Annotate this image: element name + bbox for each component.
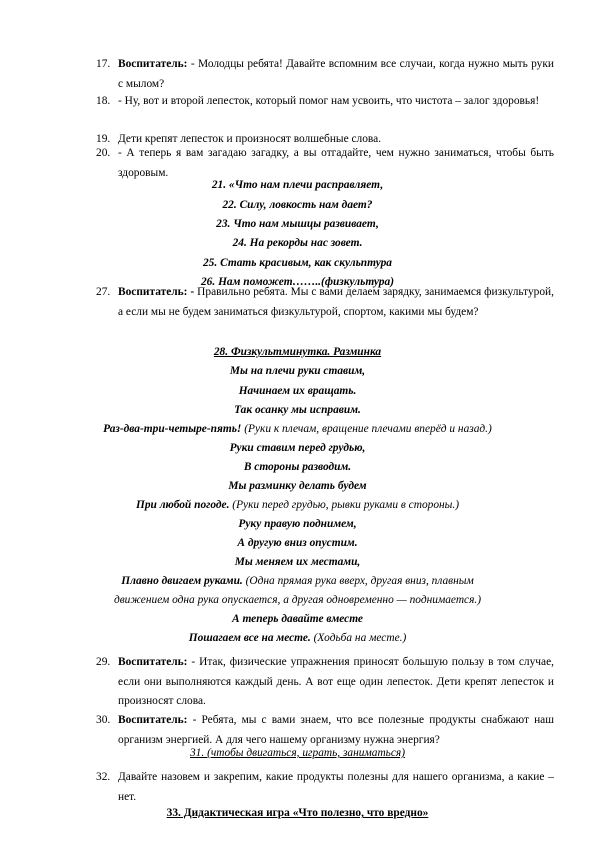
speaker-label: Воспитатель:: [118, 656, 188, 668]
exercise-line: А теперь давайте вместе: [232, 613, 363, 625]
item-text: - А теперь я вам загадаю загадку, а вы отгадайте, чем нужно заниматься, чтобы быть здоровым.: [118, 147, 554, 179]
item-number: 18.: [96, 95, 111, 107]
game-heading: 33. Дидактическая игра «Что полезно, что вредно»: [166, 807, 429, 819]
item-number: 17.: [96, 58, 111, 70]
exercise-line: Мы меняем их местами,: [234, 556, 361, 568]
exercise-line: Плавно двигаем руками. (Одна прямая рука вверх, другая вниз, плавным: [121, 575, 474, 587]
exercise-line: А другую вниз опустим.: [237, 537, 358, 549]
list-item-29: [96, 653, 554, 712]
speaker-label: Воспитатель:: [118, 714, 188, 726]
item-text: Дети крепят лепесток и произносят волшебные слова.: [118, 133, 382, 145]
item-text: - Молодцы ребята! Давайте вспомним все случаи, когда нужно мыть руки с мылом?: [118, 58, 554, 90]
item-text: - Итак, физические упражнения приносят большую пользу в том случае, если они выполняются каждый день. А вот еще один лепесток. Дети крепят лепесток и произносят слова.: [118, 656, 554, 708]
riddle-line-22: 22. Силу, ловкость нам дает?: [222, 199, 373, 211]
item-number: 19.: [96, 133, 111, 145]
riddle-line-25: 25. Стать красивым, как скульптура: [202, 257, 392, 269]
item-text: Правильно ребята. Мы с вами делаем зарядку, занимаемся физкультурой, а если мы не будем заниматься физкультурой, спортом, какими мы будем?: [118, 286, 554, 318]
exercise-line: Пошагаем все на месте. (Ходьба на месте.): [188, 632, 407, 644]
exercise-line: движением одна рука опускается, а другая одновременно — поднимается.): [113, 594, 482, 606]
answer-31: 31. (чтобы двигаться, играть, заниматься): [189, 747, 405, 759]
list-item-17: [96, 55, 554, 94]
speaker-label: Воспитатель:: [118, 58, 188, 70]
item-number: 29.: [96, 656, 111, 668]
exercise-heading: 28. Физкультминутка. Разминка: [213, 346, 382, 358]
exercise-line: Руки ставим перед грудью,: [229, 442, 366, 454]
exercise-line: Мы разминку делать будем: [228, 480, 367, 492]
riddle-line-24: 24. На рекорды нас зовет.: [232, 237, 363, 249]
item-text: - Ребята, мы с вами знаем, что все полезные продукты снабжают наш организм энергией. А для чего нашему организму нужна энергия?: [118, 714, 554, 746]
item-number: 27.: [96, 286, 111, 298]
riddle-line-21: 21. «Что нам плечи расправляет,: [211, 179, 384, 191]
speaker-label: Воспитатель: -: [118, 286, 195, 298]
exercise-line: Раз-два-три-четыре-пять! (Руки к плечам, вращение плечами вперёд и назад.): [103, 423, 492, 435]
exercise-line: Руку правую поднимем,: [238, 518, 357, 530]
item-number: 32.: [96, 771, 111, 783]
exercise-line: Мы на плечи руки ставим,: [229, 365, 366, 377]
exercise-line: Начинаем их вращать.: [238, 385, 357, 397]
exercise-line: Так осанку мы исправим.: [234, 404, 361, 416]
exercise-line: В стороны разводим.: [243, 461, 352, 473]
list-item-27: [96, 283, 554, 322]
item-text: Давайте назовем и закрепим, какие продукты полезны для нашего организма, а какие – нет.: [118, 771, 554, 803]
item-number: 20.: [96, 147, 111, 159]
riddle-line-26: 26. Нам поможет……..(физкультура): [200, 276, 394, 288]
exercise-line: При любой погоде. (Руки перед грудью, рывки руками в стороны.): [135, 499, 460, 511]
riddle-line-23: 23. Что нам мышцы развивает,: [216, 218, 379, 230]
item-number: 30.: [96, 714, 111, 726]
item-text: - Ну, вот и второй лепесток, который помог нам усвоить, что чистота – залог здоровья!: [118, 95, 540, 107]
list-item-32: [96, 768, 554, 807]
list-item-18: [96, 92, 554, 112]
